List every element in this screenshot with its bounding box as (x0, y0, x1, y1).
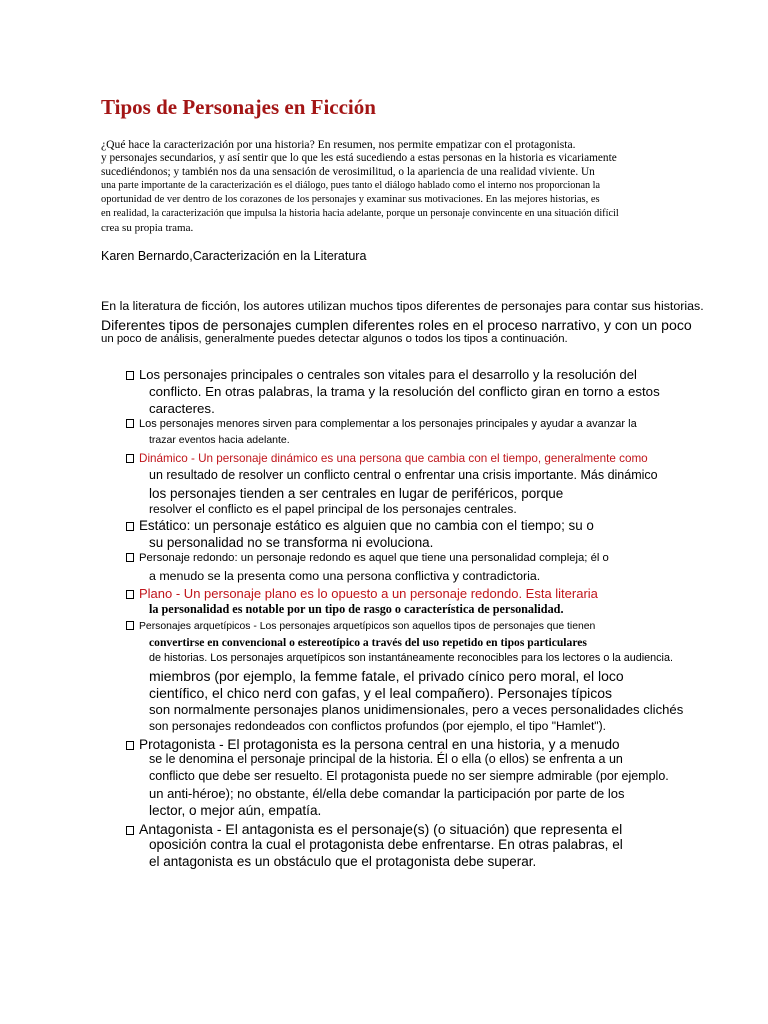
list-line: son normalmente personajes planos unidimensionales, pero a veces personalidades clichés (149, 702, 684, 717)
list-line: un anti-héroe); no obstante, él/ella debe comandar la participación por parte de los (149, 786, 625, 801)
list-line: miembros (por ejemplo, la femme fatale, el privado cínico pero moral, el loco (149, 668, 624, 684)
quote-attribution: Karen Bernardo,Caracterización en la Literatura (101, 249, 367, 263)
quote-line: ¿Qué hace la caracterización por una historia? En resumen, nos permite empatizar con el protagonista. (101, 138, 576, 151)
list-line: conflicto que debe ser resuelto. El protagonista puede no ser siempre admirable (por ejemplo. (149, 769, 669, 783)
list-line: un resultado de resolver un conflicto central o enfrentar una crisis importante. Más dinámico (149, 468, 658, 482)
list-item-menores: Los personajes menores sirven para complementar a los personajes principales y ayudar a avanzar la (126, 419, 637, 430)
list-line: son personajes redondeados con conflictos profundos (por ejemplo, el tipo "Hamlet"). (149, 719, 606, 733)
page-title: Tipos de Personajes en Ficción (101, 95, 376, 119)
list-item-protagonista: Protagonista - El protagonista es la persona central en una historia, y a menudo (126, 738, 620, 752)
quote-line: sucediéndonos; y también nos da una sensación de verosimilitud, o la apariencia de una realidad viviente. Un (101, 166, 595, 178)
list-line: se le denomina el personaje principal de la historia. Él o ella (o ellos) se enfrenta a un (149, 752, 623, 766)
list-item-redondo: Personaje redondo: un personaje redondo es aquel que tiene una personalidad compleja; él o (126, 553, 609, 564)
bullet-icon (126, 419, 134, 428)
intro-line: un poco de análisis, generalmente puedes detectar algunos o todos los tipos a continuación. (101, 333, 568, 345)
bullet-icon (126, 522, 134, 531)
list-line: de historias. Los personajes arquetípicos son instantáneamente reconocibles para los lectores o la audiencia. (149, 652, 673, 664)
list-line: a menudo se la presenta como una persona conflictiva y contradictoria. (149, 569, 541, 583)
list-line: lector, o mejor aún, empatía. (149, 803, 322, 818)
list-line: los personajes tienden a ser centrales en lugar de periféricos, porque (149, 486, 564, 501)
bullet-icon (126, 590, 134, 599)
list-item-estatico: Estático: un personaje estático es alguien que no cambia con el tiempo; su o (126, 519, 594, 532)
bullet-icon (126, 621, 134, 630)
quote-line: una parte importante de la caracterización es el diálogo, pues tanto el diálogo hablado como el interno nos proporcionan la (101, 180, 601, 191)
list-line: oposición contra la cual el protagonista debe enfrentarse. En otras palabras, el (149, 837, 623, 852)
bullet-icon (126, 553, 134, 562)
list-line: la personalidad es notable por un tipo de rasgo o característica de personalidad. (149, 602, 564, 616)
list-line: científico, el chico nerd con gafas, y el leal compañero). Personajes típicos (149, 685, 613, 701)
list-item-dinamico: Dinámico - Un personaje dinámico es una persona que cambia con el tiempo, generalmente como (126, 453, 648, 465)
list-line: su personalidad no se transforma ni evoluciona. (149, 535, 434, 550)
list-line: conflicto. En otras palabras, la trama y la resolución del conflicto giran en torno a estos (149, 384, 660, 399)
quote-line: y personajes secundarios, y así sentir que lo que les está sucediendo a estas personas en la historia es vicariamente (101, 152, 617, 164)
list-item-antagonista: Antagonista - El antagonista es el personaje(s) (o situación) que representa el (126, 822, 622, 836)
intro-line: Diferentes tipos de personajes cumplen diferentes roles en el proceso narrativo, y con un poco (101, 317, 692, 333)
bullet-icon (126, 371, 134, 380)
quote-line: oportunidad de ver dentro de los corazones de los personajes y examinar sus motivaciones. En las mejores historias, es (101, 194, 600, 205)
list-line: el antagonista es un obstáculo que el protagonista debe superar. (149, 854, 537, 869)
list-item-arquetipicos: Personajes arquetípicos - Los personajes arquetípicos son aquellos tipos de personajes que tienen (126, 621, 595, 632)
list-line: resolver el conflicto es el papel principal de los personajes centrales. (149, 502, 517, 516)
bullet-icon (126, 826, 134, 835)
bullet-icon (126, 741, 134, 750)
list-line: caracteres. (149, 401, 215, 416)
bullet-icon (126, 454, 134, 463)
list-line: convertirse en convencional o estereotípico a través del uso repetido en tipos particulares (149, 636, 587, 649)
intro-line: En la literatura de ficción, los autores utilizan muchos tipos diferentes de personajes para contar sus historias. (101, 299, 704, 313)
list-item-plano: Plano - Un personaje plano es lo opuesto a un personaje redondo. Esta literaria (126, 587, 598, 600)
quote-line: crea su propia trama. (101, 222, 194, 234)
quote-line: en realidad, la caracterización que impulsa la historia hacia adelante, porque un personaje convincente en una situación difícil (101, 208, 619, 219)
list-line: trazar eventos hacia adelante. (149, 434, 290, 446)
list-item-principales: Los personajes principales o centrales son vitales para el desarrollo y la resolución del (126, 368, 637, 381)
